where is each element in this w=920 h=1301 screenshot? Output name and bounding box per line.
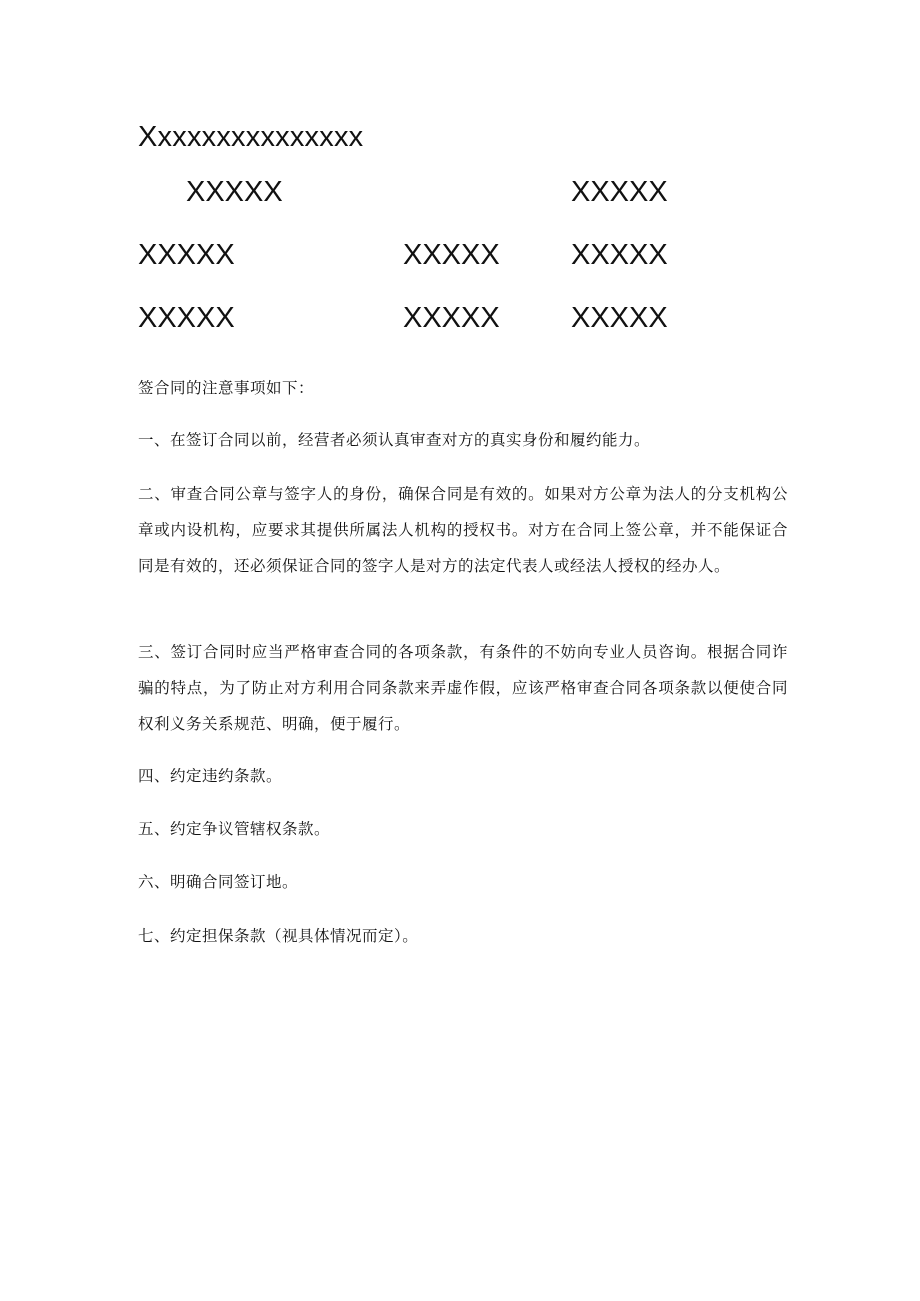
item-paragraph-4: 四、约定违约条款。 — [138, 767, 283, 785]
item-paragraph-2: 二、审查合同公章与签字人的身份，确保合同是有效的。如果对方公章为法人的分支机构公章或内设机构，应要求其提供所属法人机构的授权书。对方在合同上签公章，并不能保证合同是有效的，还必须保证合同的签字人是对方的法定代表人或经法人授权的经办人。 — [138, 485, 788, 575]
item-paragraph-1: 一、在签订合同以前，经营者必须认真审查对方的真实身份和履约能力。 — [138, 431, 651, 449]
placeholder-field: XXXXX — [186, 176, 283, 208]
placeholder-field: XXXXX — [138, 302, 235, 334]
placeholder-field: XXXXX — [403, 239, 500, 271]
document-title: Xxxxxxxxxxxxxxx — [138, 121, 364, 153]
item-paragraph-3: 三、签订合同时应当严格审查合同的各项条款，有条件的不妨向专业人员咨询。根据合同诈骗的特点，为了防止对方利用合同条款来弄虚作假，应该严格审查合同各项条款以便使合同权利义务关系规范、明确，便于履行。 — [138, 643, 788, 733]
item-paragraph-5: 五、约定争议管辖权条款。 — [138, 820, 331, 838]
placeholder-field: XXXXX — [571, 302, 668, 334]
item-paragraph-6: 六、明确合同签订地。 — [138, 873, 299, 891]
intro-paragraph: 签合同的注意事项如下： — [138, 379, 315, 397]
placeholder-field: XXXXX — [403, 302, 500, 334]
placeholder-field: XXXXX — [571, 176, 668, 208]
placeholder-field: XXXXX — [138, 239, 235, 271]
item-paragraph-7: 七、约定担保条款（视具体情况而定）。 — [138, 927, 419, 945]
placeholder-field: XXXXX — [571, 239, 668, 271]
